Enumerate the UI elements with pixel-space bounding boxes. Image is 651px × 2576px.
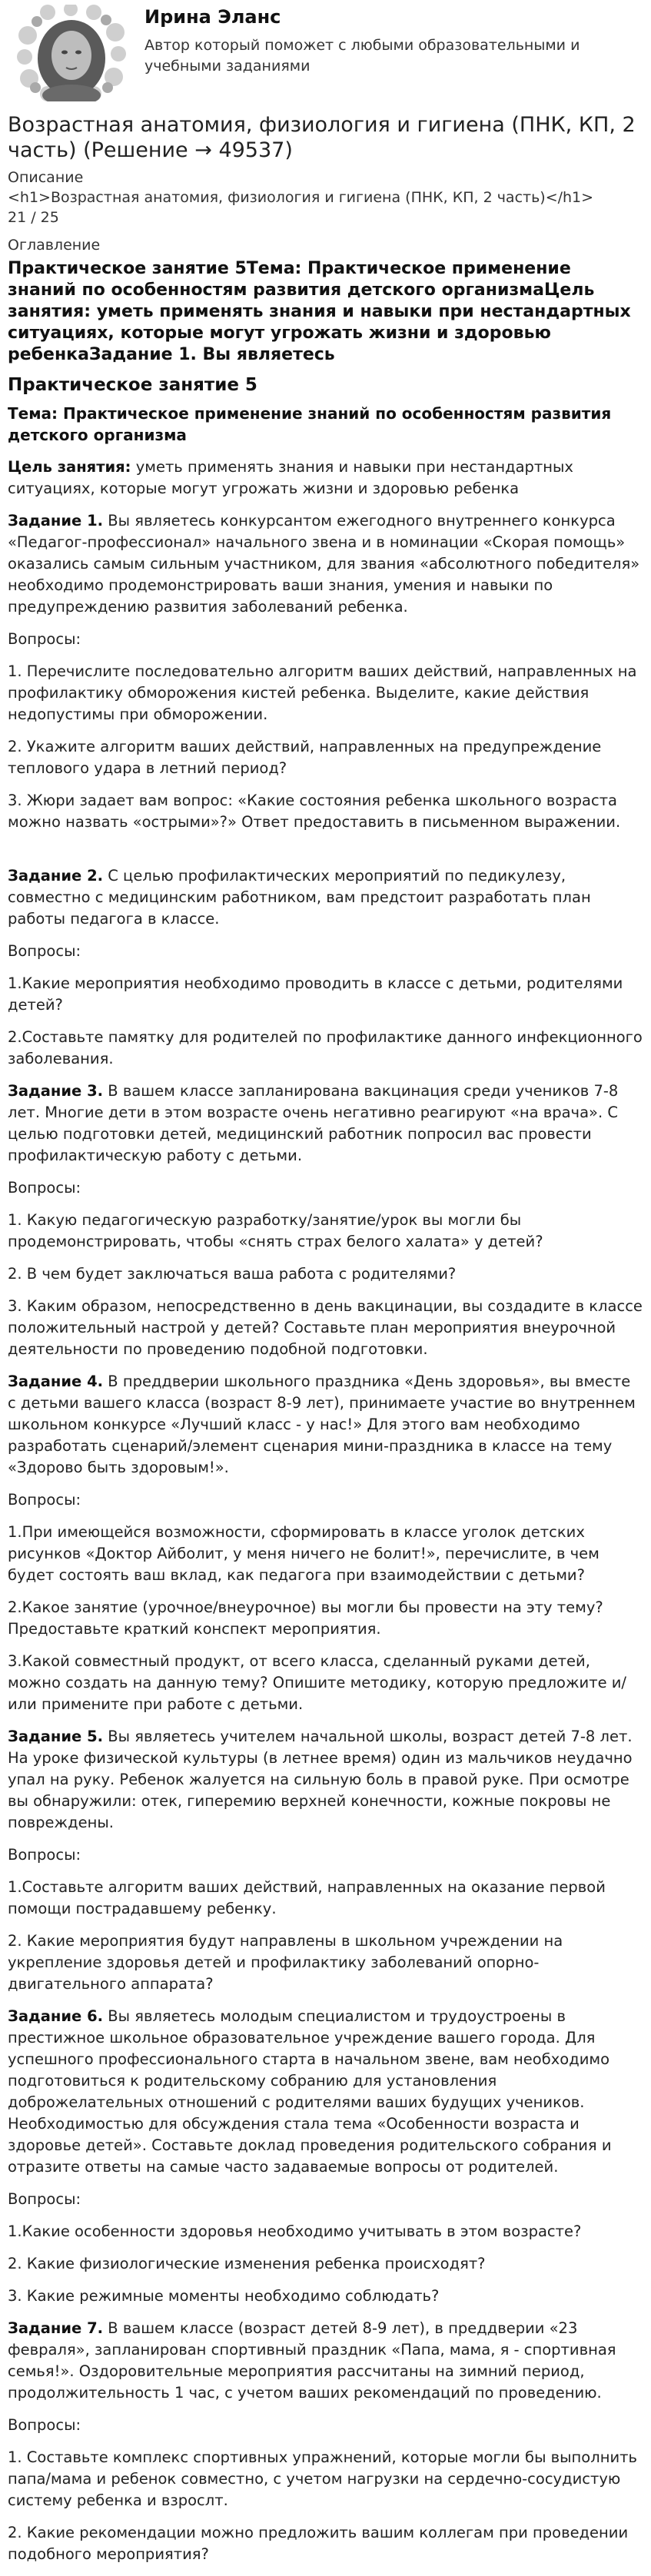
question-item: 1. Перечислите последовательно алгоритм ваших действий, направленных на профилактику обморожения кистей ребенка. Выделите, какие действия недопустимы при обморожении.: [8, 662, 637, 723]
goal-paragraph: [8, 456, 643, 500]
task-label: Задание 6.: [8, 2007, 104, 2025]
goal-label: Цель занятия:: [8, 458, 131, 476]
task-label: Задание 4.: [8, 1373, 104, 1390]
section-title: Практическое занятие 5: [8, 375, 257, 395]
toc-label: Оглавление: [8, 237, 101, 254]
task-text: В вашем классе запланирована вакцинация среди учеников 7-8 лет. Многие дети в этом возрасте очень негативно реагируют «на врача». С целью подготовки детей, медицинский работник попросил вас провести профилактическую работу с детьми.: [8, 1082, 619, 1164]
author-name[interactable]: Ирина Эланс: [144, 6, 281, 28]
task-paragraph: [8, 2318, 643, 2404]
question-item: 1.Составьте алгоритм ваших действий, направленных на оказание первой помощи пострадавшему ребенку.: [8, 1878, 606, 1917]
topic-heading: Тема: Практическое применение знаний по особенностям развития детского организма: [8, 404, 612, 444]
question-item: 3.Какой совместный продукт, от всего класса, сделанный руками детей, можно создать на данную тему? Опишите методику, которую предложите и/или примените при работе с детьми.: [8, 1652, 627, 1713]
task-label: Задание 5.: [8, 1728, 104, 1745]
task-text: Вы являетесь молодым специалистом и трудоустроены в престижное школьное образовательное учреждение вашего города. Для успешного профессионального старта в начальном звене, вам необходимо подготовиться к родительскому собранию для установления доброжелательных отношений с родителями ваших будущих учеников. Необходимостью для обсуждения стала тема «Особенности возраста и здоровье детей». Составьте доклад проведения родительского собрания и отразите ответы на самые часто задаваемые вопросы от родителей.: [8, 2007, 612, 2176]
question-item: 2. Какие мероприятия будут направлены в школьном учреждении на укрепление здоровья детей и профилактику заболеваний опорно-двигательного аппарата?: [8, 1932, 563, 1993]
question-item: 1.При имеющейся возможности, сформировать в классе уголок детских рисунков «Доктор Айболит, у меня ничего не болит!», перечислите, в чем будет состоять ваш вклад, как педагога при взаимодействии с детьми?: [8, 1523, 600, 1584]
task-text: С целью профилактических мероприятий по педикулезу, совместно с медицинским работником, вам предстоит разработать план работы педагога в классе.: [8, 867, 591, 928]
document-title: Возрастная анатомия, физиология и гигиена (ПНК, КП, 2 часть) (Решение → 49537): [8, 113, 636, 162]
question-item: 2.Какое занятие (урочное/внеурочное) вы могли бы провести на эту тему? Предоставьте краткий конспект мероприятия.: [8, 1598, 603, 1638]
author-card: [8, 0, 643, 108]
question-item: 2.Составьте памятку для родителей по профилактике данного инфекционного заболевания.: [8, 1028, 643, 1067]
task-label: Задание 1.: [8, 512, 104, 529]
task-paragraph: [8, 510, 643, 618]
task-text: Вы являетесь учителем начальной школы, возраст детей 7-8 лет. На уроке физической культуры (в летнее время) один из мальчиков неудачно упал на руку. Ребенок жалуется на сильную боль в правой руке. При осмотре вы обнаружили: отек, гиперемию верхней конечности, кожные покровы не повреждены.: [8, 1728, 633, 1831]
task-paragraph: [8, 1371, 643, 1479]
questions-label: Вопросы:: [8, 2416, 81, 2434]
task-text: В вашем классе (возраст детей 8-9 лет), в преддверии «23 февраля», запланирован спортивный праздник «Папа, мама, я - спортивная семья!». Оздоровительные мероприятия рассчитаны на зимний период, продолжительность 1 час, с учетом ваших рекомендаций по проведению.: [8, 2319, 616, 2402]
goal-text: уметь применять знания и навыки при нестандартных ситуациях, которые могут угрожать жизни и здоровью ребенка: [8, 458, 573, 497]
questions-label: Вопросы:: [8, 630, 81, 648]
question-item: 3. Жюри задает вам вопрос: «Какие состояния ребенка школьного возраста можно назвать «острыми»?» Ответ предоставить в письменном выражении.: [8, 792, 621, 831]
task-paragraph: [8, 2006, 643, 2178]
description-text: <h1>Возрастная анатомия, физиология и гигиена (ПНК, КП, 2 часть)</h1>: [8, 189, 594, 206]
questions-label: Вопросы:: [8, 1846, 81, 1864]
questions-label: Вопросы:: [8, 1179, 81, 1197]
task-paragraph: [8, 1726, 643, 1834]
description-label: Описание: [8, 169, 84, 186]
question-item: 2. Какие рекомендации можно предложить вашим коллегам при проведении подобного мероприятия?: [8, 2524, 629, 2563]
questions-label: Вопросы:: [8, 942, 81, 960]
task-label: Задание 7.: [8, 2319, 104, 2337]
task-text: Вы являетесь конкурсантом ежегодного внутреннего конкурса «Педагог-профессионал» начального звена и в номинации «Скорая помощь» оказались самым сильным участником, для звания «абсолютного победителя» необходимо продемонстрировать ваши знания, умения и навыки по предупреждению развития заболеваний ребенка.: [8, 512, 640, 616]
question-item: 1. Составьте комплекс спортивных упражнений, которые могли бы выполнить папа/мама и ребенок совместно, с учетом нагрузки на сердечно-сосудистую систему ребенка и взрослт.: [8, 2448, 637, 2509]
task-paragraph: [8, 865, 643, 930]
question-item: 3. Какие режимные моменты необходимо соблюдать?: [8, 2287, 440, 2305]
task-label: Задание 2.: [8, 867, 104, 885]
question-item: 1.Какие мероприятия необходимо проводить в классе с детьми, родителями детей?: [8, 974, 623, 1014]
question-item: 3. Каким образом, непосредственно в день вакцинации, вы создадите в классе положительный настрой у детей? Составьте план мероприятия внеурочной деятельности по проведению подобной подготовки.: [8, 1297, 643, 1358]
task-text: В преддверии школьного праздника «День здоровья», вы вместе с детьми вашего класса (возраст 8-9 лет), принимаете участие во внутреннем школьном конкурсе «Лучший класс - у нас!» Для этого вам необходимо разработать сценарий/элемент сценария мини-праздника в классе на тему «Здорово быть здоровым!».: [8, 1373, 636, 1476]
author-description: Автор который поможет с любыми образовательными и учебными заданиями: [144, 37, 580, 75]
questions-label: Вопросы:: [8, 1491, 81, 1509]
question-item: 1.Какие особенности здоровья необходимо учитывать в этом возрасте?: [8, 2222, 582, 2240]
task-paragraph: [8, 1081, 643, 1167]
question-item: 2. Какие физиологические изменения ребенка происходят?: [8, 2255, 486, 2272]
task-label: Задание 3.: [8, 1082, 104, 1100]
question-item: 2. В чем будет заключаться ваша работа с родителями?: [8, 1265, 457, 1283]
avatar[interactable]: [17, 5, 126, 101]
question-item: 2. Укажите алгоритм ваших действий, направленных на предупреждение теплового удара в летний период?: [8, 738, 602, 777]
toc-heading-link[interactable]: Практическое занятие 5Тема: Практическое применение знаний по особенностям развития детского организмаЦель занятия: уметь применять знания и навыки при нестандартных ситуациях, которые могут угрожать жизни и здоровью ребенкаЗадание 1. Вы являетесь: [8, 259, 631, 364]
questions-label: Вопросы:: [8, 2190, 81, 2208]
question-item: 1. Какую педагогическую разработку/занятие/урок вы могли бы продемонстрировать, чтобы «снять страх белого халата» у детей?: [8, 1211, 543, 1250]
page-counter: 21 / 25: [8, 209, 59, 226]
spacer: [8, 844, 643, 865]
